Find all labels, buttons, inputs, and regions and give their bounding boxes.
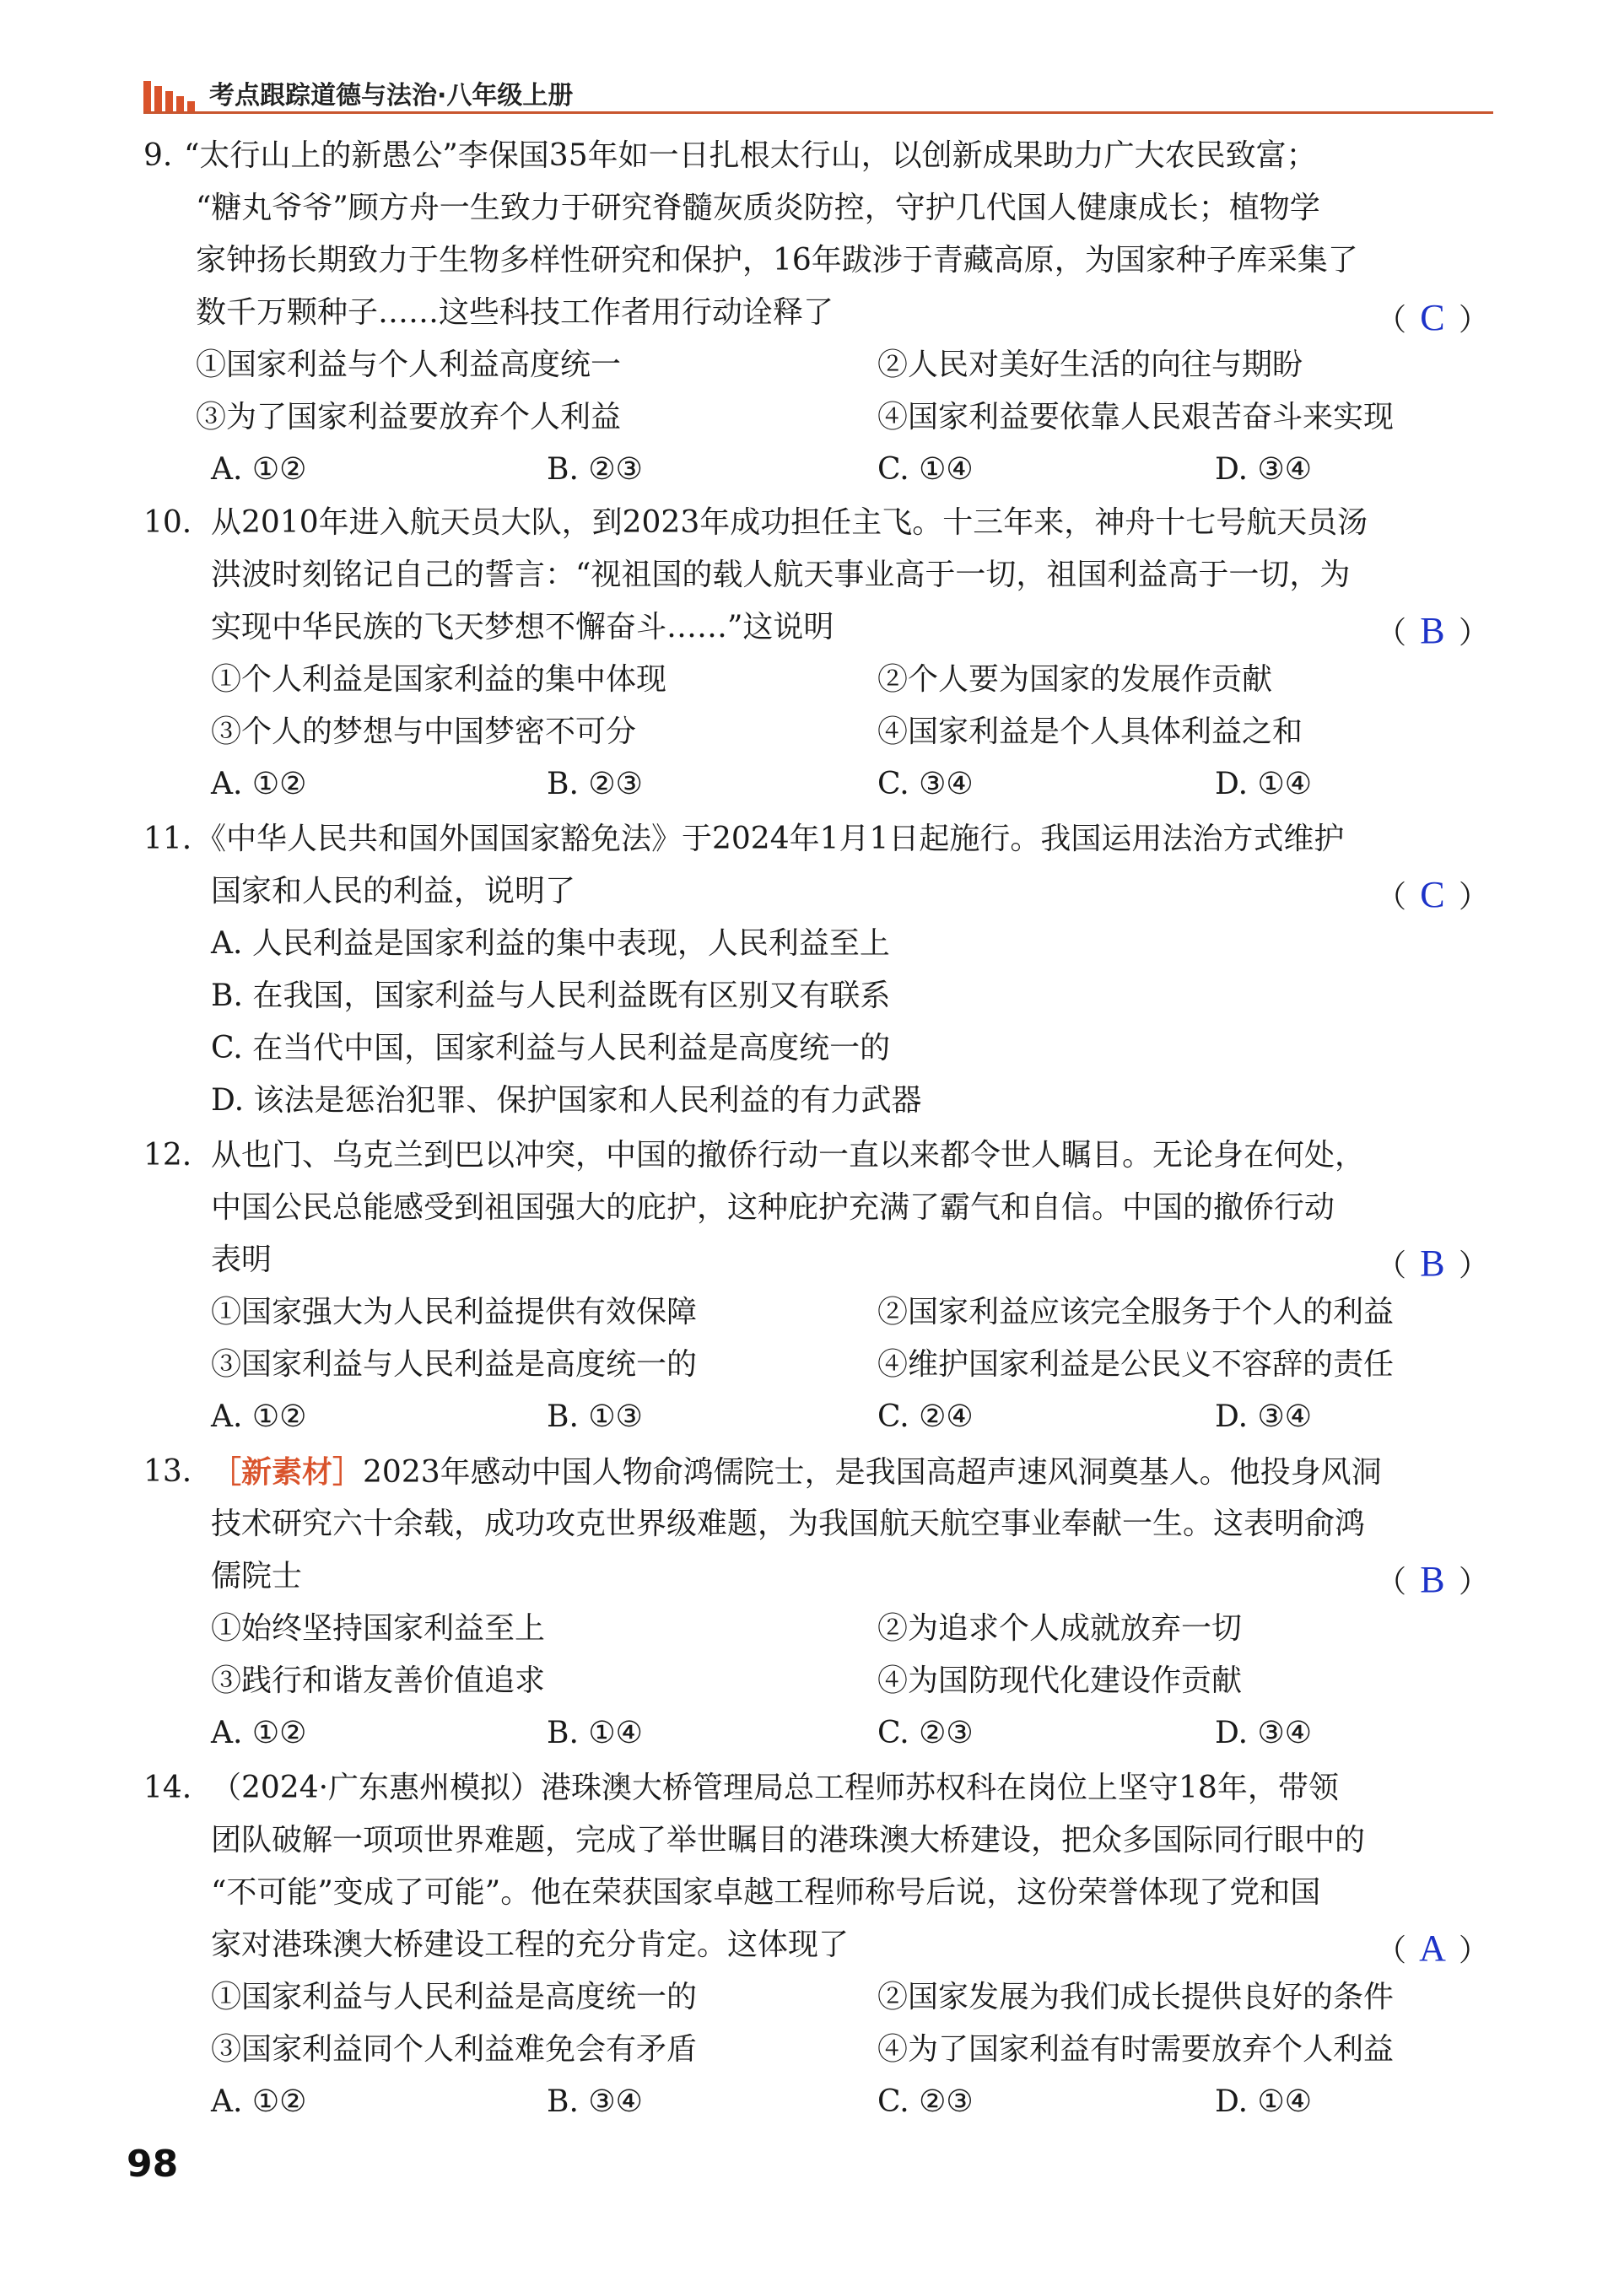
statement: ②国家发展为我们成长提供良好的条件 [877,1980,1395,2014]
option: B. ②③ [547,452,643,487]
question-number: 12. [143,1138,192,1173]
option: B. ①④ [547,1716,643,1750]
stem-line: 中国公民总能感受到祖国强大的庇护，这种庇护充满了霸气和自信。中国的撤侨行动 [211,1190,1335,1225]
statement: ①国家利益与人民利益是高度统一的 [211,1980,698,2014]
stem-line: “不可能”变成了可能”。他在荣获国家卓越工程师称号后说，这份荣誉体现了党和国 [211,1875,1321,1910]
stem-line: （2024·广东惠州模拟）港珠澳大桥管理局总工程师苏权科在岗位上坚守18年，带领 [211,1771,1339,1805]
answer-blank: （ B ） [1376,606,1489,659]
answer-blank: （ C ） [1376,870,1489,923]
option: C. ①④ [877,452,974,487]
stem-text: 2023年感动中国人物俞鸿儒院士，是我国高超声速风洞奠基人。他投身风洞 [363,1455,1382,1490]
choice: B. 在我国，国家利益与人民利益既有区别又有联系 [211,979,891,1013]
answer-blank: （ B ） [1376,1555,1489,1608]
statement: ④维护国家利益是公民义不容辞的责任 [877,1347,1395,1382]
answer-letter: C [1420,874,1445,915]
statement: ③践行和谐友善价值追求 [211,1663,546,1698]
answer-letter: B [1420,610,1445,651]
statement: ②人民对美好生活的向往与期盼 [877,348,1303,382]
option: D. ①④ [1215,2084,1313,2119]
answer-blank: （ A ） [1376,1923,1489,1976]
question-number: 9. [143,138,173,173]
option: D. ③④ [1215,452,1313,487]
option: A. ①② [211,767,307,801]
stem-line: 技术研究六十余载，成功攻克世界级难题，为我国航天航空事业奉献一生。这表明俞鸿 [211,1507,1366,1541]
option: D. ③④ [1215,1399,1313,1434]
statement: ②个人要为国家的发展作贡献 [877,662,1273,697]
stem-line: 表明 [211,1243,272,1277]
page-header [143,78,1493,115]
choice: A. 人民利益是国家利益的集中表现，人民利益至上 [211,926,890,961]
answer-blank: （ B ） [1376,1238,1489,1291]
statement: ④国家利益要依靠人民艰苦奋斗来实现 [877,400,1395,434]
stem-line: 团队破解一项项世界难题，完成了举世瞩目的港珠澳大桥建设，把众多国际同行眼中的 [211,1823,1366,1858]
stem-line: 从也门、乌克兰到巴以冲突，中国的撤侨行动一直以来都令世人瞩目。无论身在何处， [211,1138,1366,1173]
statement: ①个人利益是国家利益的集中体现 [211,662,667,697]
question-number: 14. [143,1771,192,1805]
answer-letter: A [1419,1928,1446,1969]
logo-bars-icon [143,78,194,115]
stem-line: 洪波时刻铭记自己的誓言：“视祖国的载人航天事业高于一切，祖国利益高于一切，为 [211,558,1351,592]
statement: ①始终坚持国家利益至上 [211,1611,546,1646]
statement: ④为国防现代化建设作贡献 [877,1663,1243,1698]
stem-line: “糖丸爷爷”顾方舟一生致力于研究脊髓灰质炎防控，守护几代国人健康成长；植物学 [196,191,1320,225]
answer-letter: C [1420,297,1445,338]
header-title: 考点跟踪道德与法治·八年级上册 [209,81,574,111]
stem-line: 家对港珠澳大桥建设工程的充分肯定。这体现了 [211,1928,850,1962]
page-number: 98 [127,2143,179,2186]
answer-blank: （ C ） [1376,293,1489,346]
header-rule [143,111,1493,114]
question-number: 10. [143,505,192,540]
statement: ④国家利益是个人具体利益之和 [877,714,1303,749]
stem-line: 实现中华民族的飞天梦想不懈奋斗……”这说明 [211,610,834,644]
option: B. ②③ [547,767,643,801]
question-number: 13. [143,1454,192,1489]
statement: ②国家利益应该完全服务于个人的利益 [877,1295,1395,1329]
answer-letter: B [1420,1559,1445,1600]
option: C. ③④ [877,767,974,801]
option: B. ①③ [547,1399,643,1434]
option: D. ③④ [1215,1716,1313,1750]
option: A. ①② [211,1716,307,1750]
stem-line: 数千万颗种子……这些科技工作者用行动诠释了 [196,295,834,330]
statement: ②为追求个人成就放弃一切 [877,1611,1243,1646]
option: C. ②④ [877,1399,974,1434]
stem-line: 《中华人民共和国外国国家豁免法》于2024年1月1日起施行。我国运用法治方式维护 [196,822,1345,856]
new-material-tag: ［新素材］ [211,1454,364,1490]
statement: ①国家强大为人民利益提供有效保障 [211,1295,698,1329]
answer-letter: B [1420,1243,1445,1284]
stem-line: 儒院士 [211,1559,303,1593]
statement: ③国家利益同个人利益难免会有矛盾 [211,2032,698,2067]
option: C. ②③ [877,1716,974,1750]
stem-line: 国家和人民的利益，说明了 [211,874,576,909]
statement: ③个人的梦想与中国梦密不可分 [211,714,637,749]
stem-line: “太行山上的新愚公”李保国35年如一日扎根太行山，以创新成果助力广大农民致富； [184,138,1317,173]
choice: D. 该法是惩治犯罪、保护国家和人民利益的有力武器 [211,1083,922,1118]
option: B. ③④ [547,2084,643,2119]
choice: C. 在当代中国，国家利益与人民利益是高度统一的 [211,1031,891,1065]
stem-line: 家钟扬长期致力于生物多样性研究和保护，16年跋涉于青藏高原，为国家种子库采集了 [196,243,1358,278]
option: D. ①④ [1215,767,1313,801]
statement: ③为了国家利益要放弃个人利益 [196,400,622,434]
option: C. ②③ [877,2084,974,2119]
option: A. ①② [211,452,307,487]
question-number: 11. [143,822,192,856]
stem-line: 从2010年进入航天员大队，到2023年成功担任主飞。十三年来，神舟十七号航天员汤 [211,505,1368,540]
option: A. ①② [211,2084,307,2119]
statement: ①国家利益与个人利益高度统一 [196,348,622,382]
statement: ④为了国家利益有时需要放弃个人利益 [877,2032,1395,2067]
stem-line [211,1447,1382,1497]
statement: ③国家利益与人民利益是高度统一的 [211,1347,698,1382]
option: A. ①② [211,1399,307,1434]
